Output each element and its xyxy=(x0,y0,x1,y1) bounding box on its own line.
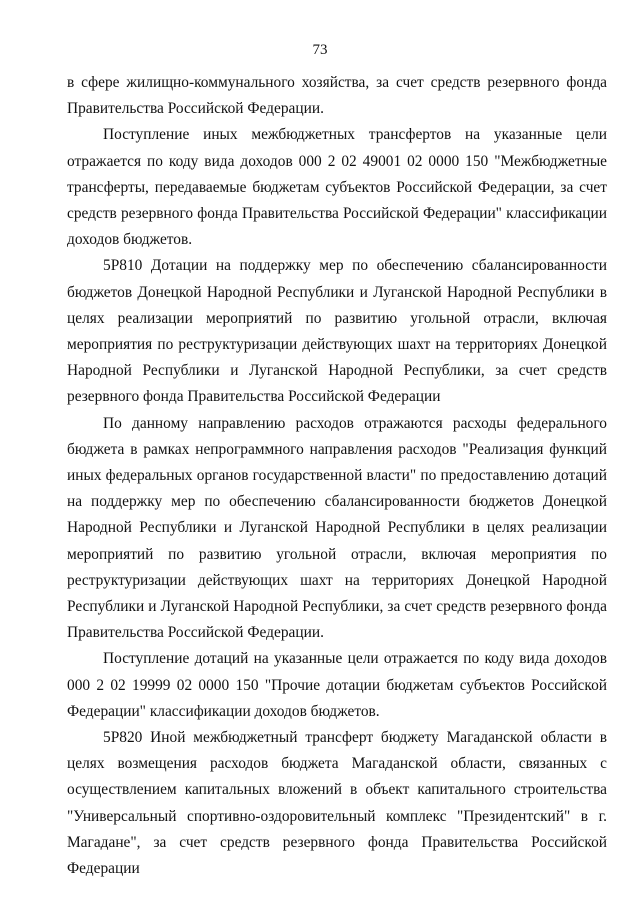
paragraph: в сфере жилищно-коммунального хозяйства, за счет средств резервного фонда Правительства Российской Федерации. xyxy=(67,74,607,118)
paragraph: Поступление дотаций на указанные цели отражается по коду вида доходов 000 2 02 19999 02 0000 150 "Прочие дотации бюджетам субъектов Российской Федерации" классификации доходов бюджетов. xyxy=(67,650,607,720)
paragraph: 5Р820 Иной межбюджетный трансферт бюджету Магаданской области в целях возмещения расходов бюджета Магаданской области, связанных с осуществлением капитальных вложений в объект капитального строительства "Универсальный спортивно-оздоровительный комплекс "Президентский" в г. Магадане", за счет средств резервного фонда Правительства Российской Федерации xyxy=(67,729,607,878)
paragraph: По данному направлению расходов отражаются расходы федерального бюджета в рамках непрограммного направления расходов "Реализация функций иных федеральных органов государственной власти" по предоставлению дотаций на поддержку мер по обеспечению сбалансированности бюджетов Донецкой Народной Республики и Луганской Народной Республики в целях реализации мероприятий по развитию угольной отрасли, включая мероприятия по реструктуризации действующих шахт на территориях Донецкой Народной Республики и Луганской Народной Республики, за счет средств резервного фонда Правительства Российской Федерации. xyxy=(67,414,607,642)
page-number: 73 xyxy=(312,42,328,58)
document-body xyxy=(67,70,607,882)
paragraph: 5Р810 Дотации на поддержку мер по обеспечению сбалансированности бюджетов Донецкой Народной Республики и Луганской Народной Республики в целях реализации мероприятий по развитию угольной отрасли, включая мероприятия по реструктуризации действующих шахт на территориях Донецкой Народной Республики и Луганской Народной Республики, за счет средств резервного фонда Правительства Российской Федерации xyxy=(67,257,607,406)
paragraph: Поступление иных межбюджетных трансфертов на указанные цели отражается по коду вида доходов 000 2 02 49001 02 0000 150 "Межбюджетные трансферты, передаваемые бюджетам субъектов Российской Федерации, за счет средств резервного фонда Правительства Российской Федерации" классификации доходов бюджетов. xyxy=(67,126,607,249)
